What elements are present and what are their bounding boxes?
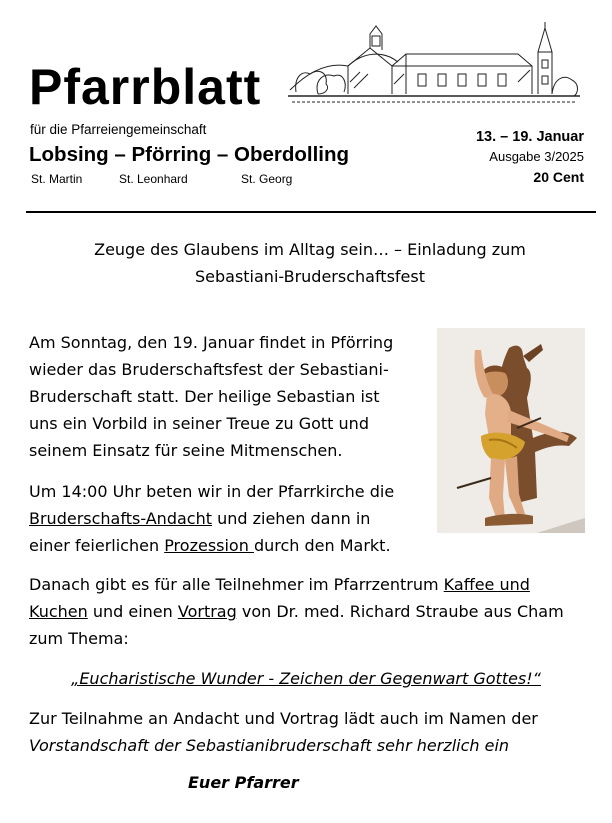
text-line: wieder das Bruderschaftsfest der Sebastiani-	[29, 360, 389, 379]
text-line: Um 14:00 Uhr beten wir in der Pfarrkirche die	[29, 482, 395, 501]
church-drawing	[288, 22, 580, 110]
text-span: und ziehen dann in	[212, 509, 371, 528]
newsletter-subtitle: für die Pfarreiengemeinschaft	[30, 122, 207, 137]
text-span: Danach gibt es für alle Teilnehmer im Pfarrzentrum	[29, 575, 444, 594]
paragraph-3	[29, 571, 564, 652]
prozession-link: Prozession	[164, 536, 254, 555]
text-line: Bruderschaft statt. Der heilige Sebastian ist	[29, 387, 380, 406]
issue-dates: 13. – 19. Januar	[475, 129, 584, 145]
article-heading	[40, 236, 580, 290]
text-line	[29, 532, 394, 559]
heading-line-2: Sebastiani-Bruderschaftsfest	[194, 267, 425, 286]
heading-line-1: Zeuge des Glaubens im Alltag sein… – Einladung zum	[94, 240, 526, 259]
quote-text: „Eucharistische Wunder - Zeichen der Gegenwart Gottes!“	[71, 669, 541, 688]
andacht-link: Bruderschafts-Andacht	[29, 509, 212, 528]
text-line	[29, 505, 394, 532]
statue-image	[437, 328, 585, 533]
signature: Euer Pfarrer	[188, 773, 299, 792]
issue-info	[476, 127, 584, 187]
text-line: seinem Einsatz für seine Mitmenschen.	[29, 441, 343, 460]
kuchen-link: Kuchen	[29, 602, 88, 621]
text-line: uns ein Vorbild in seiner Treue zu Gott und	[29, 414, 369, 433]
saint-leonhard: St. Leonhard	[119, 172, 188, 186]
text-line: zum Thema:	[29, 629, 129, 648]
text-span: durch den Markt.	[253, 536, 391, 555]
saint-georg: St. Georg	[241, 172, 293, 186]
parish-names: Lobsing – Pförring – Oberdolling	[29, 143, 350, 166]
saint-sebastian-photo	[437, 328, 585, 533]
issue-price: 20 Cent	[533, 169, 584, 185]
text-line	[29, 571, 564, 598]
text-span: und einen	[87, 602, 178, 621]
newsletter-title: Pfarrblatt	[29, 59, 262, 115]
header-divider	[26, 211, 596, 213]
text-line	[29, 598, 564, 625]
lecture-title-quote	[0, 667, 612, 691]
text-span: von Dr. med. Richard Straube aus Cham	[236, 602, 564, 621]
vortrag-link: Vortrag	[177, 602, 237, 621]
kaffee-link: Kaffee und	[443, 575, 530, 594]
text-span: einer feierlichen	[29, 536, 165, 555]
paragraph-1	[29, 329, 393, 464]
text-line: Am Sonntag, den 19. Januar findet in Pförring	[29, 333, 394, 352]
paragraph-2	[29, 478, 394, 559]
issue-edition: Ausgabe 3/2025	[489, 149, 584, 164]
closing-line-2: Vorstandschaft der Sebastianibruderschaft sehr herzlich ein	[29, 736, 510, 755]
saint-martin: St. Martin	[31, 172, 83, 186]
closing-line-1: Zur Teilnahme an Andacht und Vortrag lädt auch im Namen der	[29, 709, 538, 728]
closing-paragraph	[29, 705, 538, 759]
